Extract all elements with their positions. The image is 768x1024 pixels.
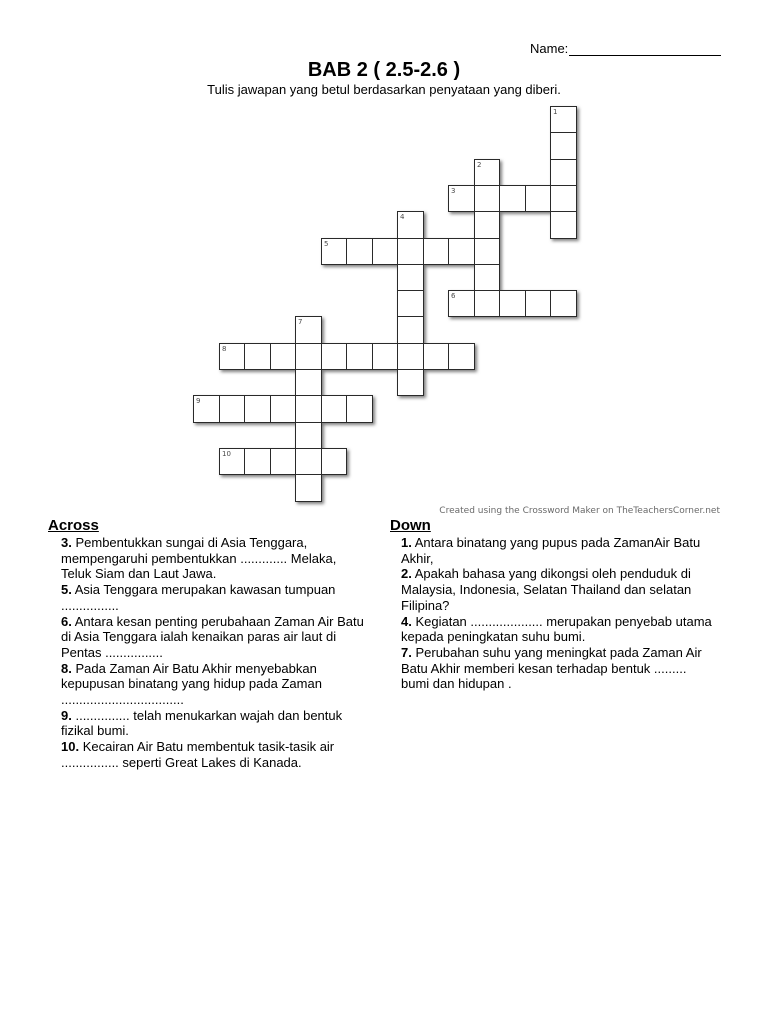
clue-text: Kegiatan .................... merupakan penyebab utama kepada peningkatan suhu bumi. (401, 613, 712, 645)
down-heading: Down (390, 517, 431, 534)
crossword-cell (474, 185, 500, 212)
crossword-cell (550, 159, 577, 186)
crossword-cell (321, 343, 347, 370)
cell-number-label: 10 (222, 450, 231, 458)
down-clue (401, 614, 712, 645)
across-clue (61, 708, 364, 739)
crossword-cell (244, 343, 271, 370)
instruction-text: Tulis jawapan yang betul berdasarkan penyataan yang diberi. (207, 82, 561, 97)
crossword-cell (346, 343, 373, 370)
crossword-cell (474, 290, 500, 317)
crossword-cell (397, 369, 424, 396)
clue-number: 10. (61, 739, 80, 755)
clue-text: Asia Tenggara merupakan kawasan tumpuan ................ (61, 582, 336, 613)
cell-number-label: 4 (400, 213, 405, 221)
cell-number-label: 2 (477, 161, 482, 169)
down-clue (401, 566, 712, 613)
crossword-grid (193, 106, 578, 502)
crossword-cell (295, 448, 322, 475)
clue-number: 9. (61, 707, 72, 723)
crossword-cell (321, 238, 347, 265)
crossword-cell (219, 448, 245, 475)
across-clue (61, 535, 364, 582)
clue-text: Pada Zaman Air Batu Akhir menyebabkan kepupusan binatang yang hidup pada Zaman .................................. (61, 660, 322, 708)
crossword-cell (193, 395, 220, 423)
crossword-cell (499, 185, 526, 212)
crossword-cell (372, 238, 398, 265)
crossword-cell (295, 474, 322, 502)
down-clue-list (401, 535, 712, 692)
crossword-cell (448, 185, 475, 212)
crossword-cell (423, 343, 449, 370)
crossword-cell (219, 395, 245, 423)
crossword-cell (295, 369, 322, 396)
clue-text: Antara kesan penting perubahaan Zaman Air Batu di Asia Tenggara ialah kenaikan paras air laut di Pentas ................ (61, 613, 364, 660)
crossword-cell (295, 343, 322, 370)
crossword-cell (474, 159, 500, 186)
crossword-cell (397, 211, 424, 239)
cell-number-label: 6 (451, 292, 456, 300)
crossword-cell (397, 238, 424, 265)
crossword-cell (219, 343, 245, 370)
cell-number-label: 5 (324, 240, 329, 248)
crossword-cell (448, 343, 475, 370)
down-clue (401, 535, 712, 566)
name-blank-line (569, 55, 721, 56)
crossword-cell (550, 290, 577, 317)
crossword-cell (346, 395, 373, 423)
crossword-cell (474, 238, 500, 265)
crossword-cell (525, 185, 551, 212)
crossword-cell (550, 185, 577, 212)
clue-number: 2. (401, 566, 412, 582)
crossword-cell (321, 395, 347, 423)
crossword-cell (244, 448, 271, 475)
name-label: Name: (530, 41, 569, 56)
clue-number: 6. (61, 613, 72, 629)
crossword-cell (397, 316, 424, 344)
crossword-cell (295, 395, 322, 423)
clue-number: 1. (401, 535, 412, 550)
clue-number: 3. (61, 535, 72, 550)
cell-number-label: 7 (298, 318, 303, 326)
page-title: BAB 2 ( 2.5-2.6 ) (307, 59, 461, 81)
crossword-cell (474, 211, 500, 239)
cell-number-label: 8 (222, 345, 227, 353)
crossword-cell (397, 290, 424, 317)
crossword-cell (448, 290, 475, 317)
clue-text: Kecairan Air Batu membentuk tasik-tasik air ................ seperti Great Lakes di Kanada. (61, 739, 335, 770)
crossword-cell (321, 448, 347, 475)
crossword-cell (270, 343, 296, 370)
crossword-cell (550, 132, 577, 160)
name-field (530, 41, 568, 57)
clue-text: Perubahan suhu yang meningkat pada Zaman Air Batu Akhir memberi kesan terhadap bentuk ......... bumi dan hidupan . (401, 644, 702, 692)
crossword-cell (295, 422, 322, 449)
cell-number-label: 3 (451, 187, 456, 195)
cell-number-label: 1 (553, 108, 558, 116)
crossword-cell (397, 264, 424, 291)
across-clue (61, 614, 364, 661)
across-clue-list (61, 535, 364, 771)
crossword-cell (295, 316, 322, 344)
crossword-cell (474, 264, 500, 291)
down-section (390, 517, 712, 692)
clue-text: Antara binatang yang pupus pada ZamanAir Batu Akhir, (401, 535, 701, 566)
crossword-cell (550, 106, 577, 133)
crossword-cell (244, 395, 271, 423)
clue-text: Apakah bahasa yang dikongsi oleh penduduk di Malaysia, Indonesia, Selatan Thailand dan selatan Filipina? (401, 566, 692, 613)
crossword-cell (397, 343, 424, 370)
across-clue (61, 739, 364, 770)
crossword-cell (270, 395, 296, 423)
crossword-cell (372, 343, 398, 370)
clue-text: ............... telah menukarkan wajah dan bentuk fizikal bumi. (61, 707, 343, 739)
clue-number: 7. (401, 644, 412, 660)
clue-number: 4. (401, 613, 412, 629)
clue-number: 5. (61, 582, 72, 598)
cell-number-label: 9 (196, 397, 201, 405)
down-clue (401, 645, 712, 692)
crossword-cell (499, 290, 526, 317)
clue-number: 8. (61, 660, 72, 676)
clue-text: Pembentukkan sungai di Asia Tenggara, mempengaruhi pembentukkan ............. Melaka, Teluk Siam dan Laut Jawa. (61, 535, 337, 582)
crossword-cell (423, 238, 449, 265)
across-section (48, 517, 364, 771)
across-heading: Across (48, 517, 99, 534)
crossword-cell (550, 211, 577, 239)
across-clue (61, 582, 364, 613)
crossword-cell (346, 238, 373, 265)
crossword-cell (525, 290, 551, 317)
across-clue (61, 661, 364, 708)
crossword-cell (270, 448, 296, 475)
credit-text: Created using the Crossword Maker on TheTeachersCorner.net (439, 506, 720, 516)
crossword-cell (448, 238, 475, 265)
